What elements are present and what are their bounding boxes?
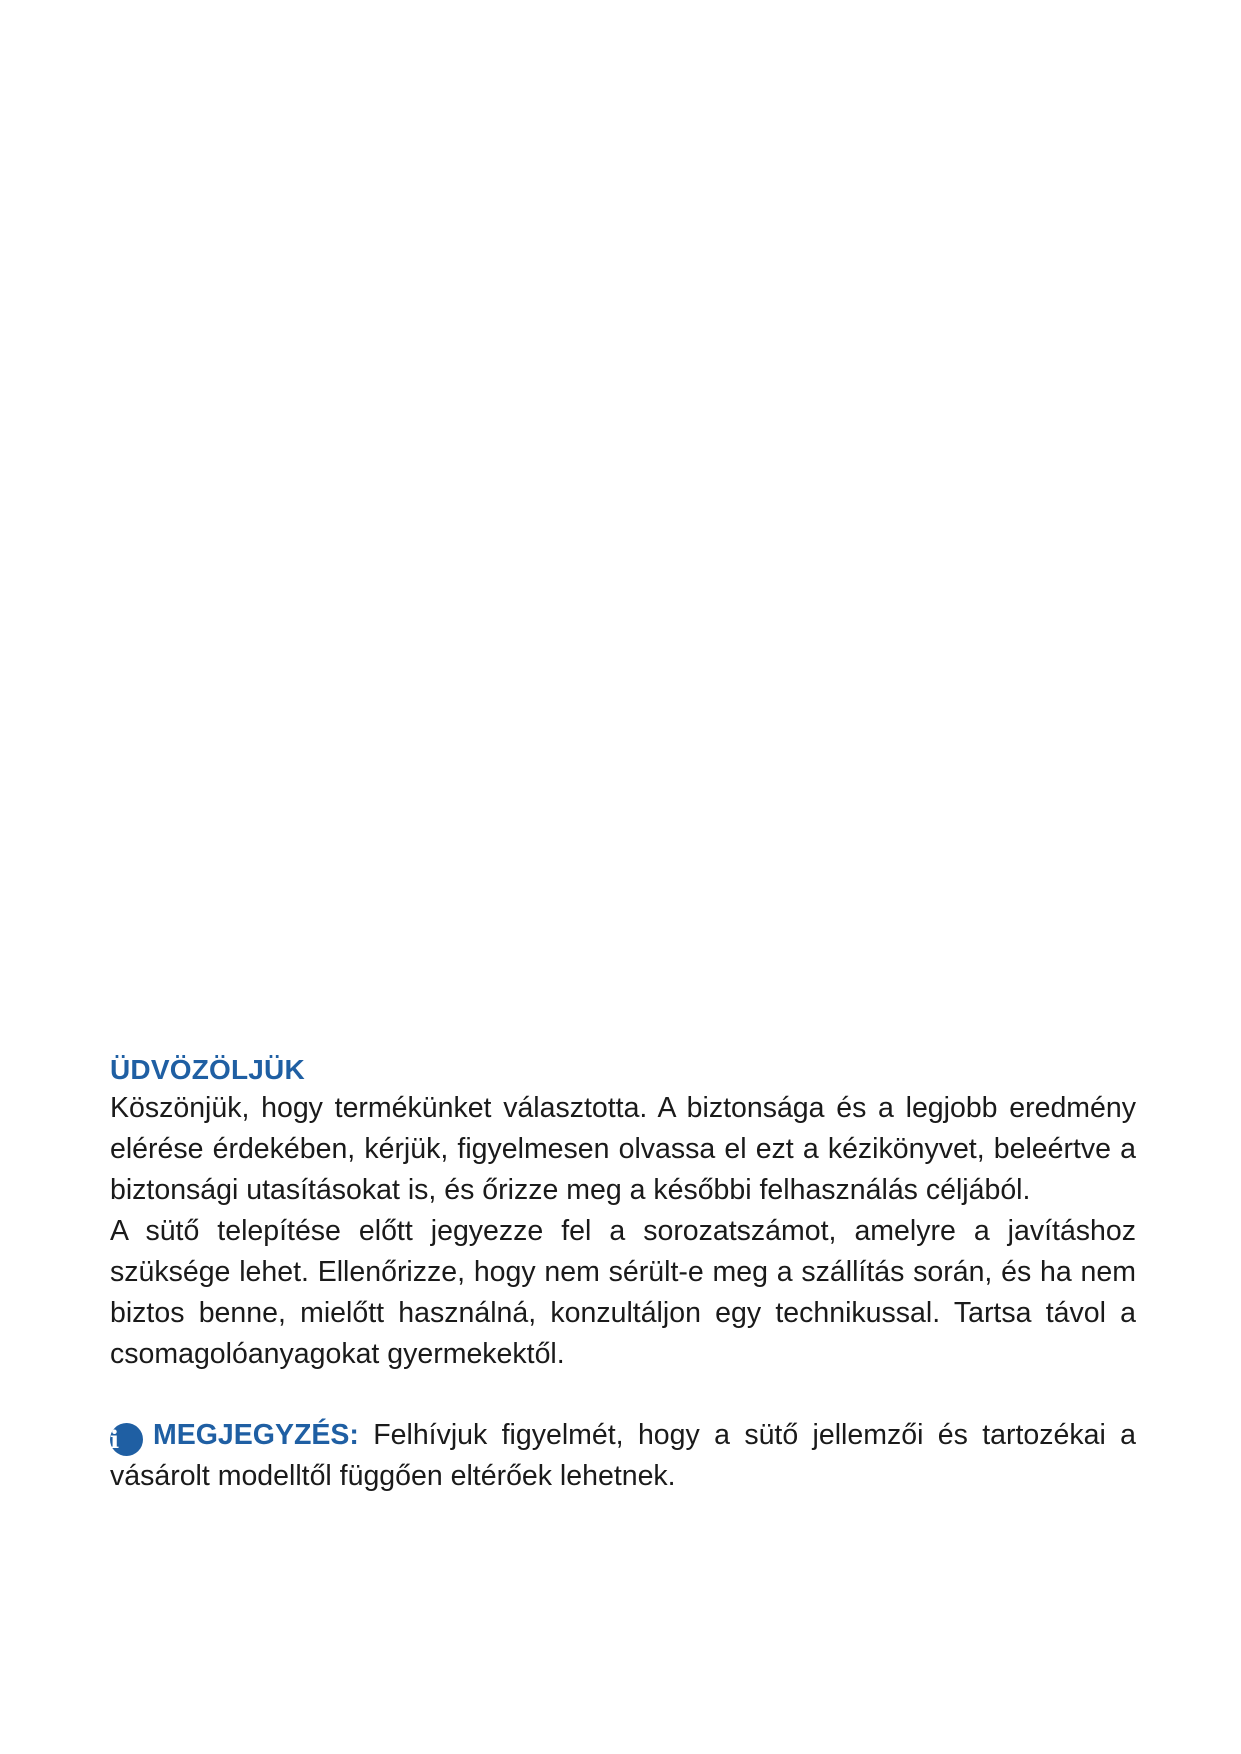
welcome-heading: ÜDVÖZÖLJÜK — [110, 1054, 305, 1085]
welcome-paragraph-2: A sütő telepítése előtt jegyezze fel a sorozatszámot, amelyre a javításhoz szüksége lehet. Ellenőrizze, hogy nem sérült-e meg a szállítás során, és ha nem biztos benne, mielőtt használná, konzultáljon egy technikussal. Tartsa távol a csomagolóanyagokat gyermekektől. — [110, 1215, 1136, 1370]
note-block — [110, 1415, 1136, 1497]
note-label: MEGJEGYZÉS: — [153, 1419, 359, 1451]
welcome-paragraph-1: Köszönjük, hogy termékünket választotta. A biztonsága és a legjobb eredmény elérése érdekében, kérjük, figyelmesen olvassa el ezt a kézikönyvet, beleértve a biztonsági utasításokat is, és őrizze meg a későbbi felhasználás céljából. — [110, 1092, 1136, 1206]
note-text: Felhívjuk figyelmét, hogy a sütő jellemzői és tartozékai a vásárolt modelltől függően eltérőek lehetnek. — [110, 1419, 1136, 1492]
info-icon: i — [110, 1423, 143, 1456]
welcome-section — [110, 1052, 1136, 1497]
